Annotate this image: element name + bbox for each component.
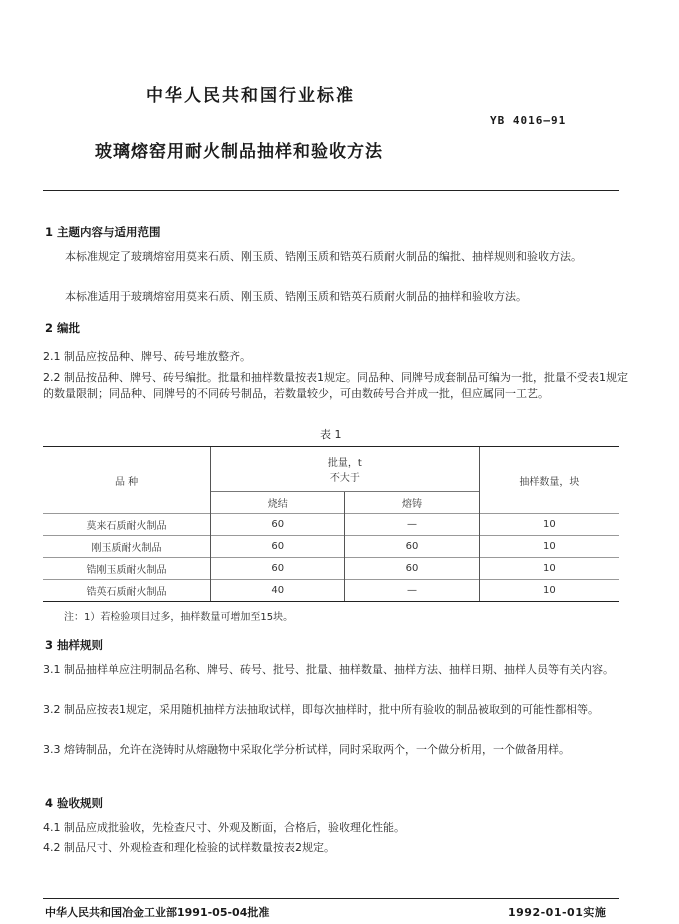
document-title: 玻璃熔窑用耐火制品抽样和验收方法 — [95, 142, 383, 162]
section-1-paragraph-2-text: 本标准适用于玻璃熔窑用莫来石质、刚玉质、锆刚玉质和锆英石质耐火制品的抽样和验收方法。 — [65, 290, 527, 303]
section-4-heading: 4 验收规则 — [45, 796, 104, 810]
header-batch-unit: 批量，t — [327, 458, 362, 469]
header-sample-count: 抽样数量，块 — [479, 447, 619, 514]
clause-3-1-text: 3.1 制品抽样单应注明制品名称、牌号、砖号、批号、批量、抽样数量、抽样方法、抽样日期、抽样人员等有关内容。 — [43, 663, 614, 676]
standard-category-title: 中华人民共和国行业标准 — [146, 86, 355, 106]
header-fused: 熔铸 — [345, 492, 479, 514]
section-1-paragraph-1-text: 本标准规定了玻璃熔窑用莫来石质、刚玉质、锆刚玉质和锆英石质耐火制品的编批、抽样规则和验收方法。 — [65, 250, 582, 263]
cell-sintered: 60 — [211, 558, 345, 580]
table-1-note: 注：1）若检验项目过多，抽样数量可增加至15块。 — [64, 612, 294, 623]
cell-variety: 锆刚玉质耐火制品 — [43, 558, 211, 580]
cell-sample: 10 — [479, 536, 619, 558]
standard-code: YB 4016—91 — [490, 114, 567, 127]
clause-2-2-text: 2.2 制品按品种、牌号、砖号编批。批量和抽样数量按表1规定。同品种、同牌号成套制品可编为一批，批量不受表1规定的数量限制；同品种、同牌号的不同砖号制品，若数量较少，可由数砖号合并成一批，但应属同一工艺。 — [43, 371, 628, 400]
cell-fused: — — [345, 514, 479, 536]
section-1-paragraph-1 — [43, 249, 633, 265]
clause-3-3 — [43, 742, 633, 758]
section-2-heading: 2 编批 — [45, 321, 81, 335]
cell-fused: — — [345, 580, 479, 602]
header-sintered: 烧结 — [211, 492, 345, 514]
clause-4-2-text: 4.2 制品尺寸、外观检查和理化检验的试样数量按表2规定。 — [43, 841, 335, 854]
table-row — [43, 580, 619, 602]
cell-fused: 60 — [345, 558, 479, 580]
clause-3-2 — [43, 702, 633, 718]
clause-2-1-text: 2.1 制品应按品种、牌号、砖号堆放整齐。 — [43, 350, 251, 363]
clause-4-2 — [43, 840, 633, 856]
approval-statement: 中华人民共和国冶金工业部1991-05-04批准 — [45, 906, 270, 919]
clause-3-3-text: 3.3 熔铸制品，允许在浇铸时从熔融物中采取化学分析试样，同时采取两个，一个做分析用，一个做备用样。 — [43, 743, 570, 756]
cell-sample: 10 — [479, 514, 619, 536]
table-1-caption: 表 1 — [320, 428, 342, 441]
table-row — [43, 558, 619, 580]
header-variety: 品 种 — [43, 447, 211, 514]
clause-4-1-text: 4.1 制品应成批验收，先检查尺寸、外观及断面，合格后，验收理化性能。 — [43, 821, 405, 834]
header-batch — [211, 447, 480, 492]
table-row — [43, 514, 619, 536]
cell-sintered: 60 — [211, 514, 345, 536]
cell-variety: 锆英石质耐火制品 — [43, 580, 211, 602]
cell-sample: 10 — [479, 558, 619, 580]
implementation-date: 1992-01-01实施 — [508, 906, 607, 919]
cell-sintered: 40 — [211, 580, 345, 602]
clause-3-1 — [43, 662, 633, 678]
clause-2-2 — [43, 370, 633, 402]
table-row — [43, 536, 619, 558]
header-batch-limit: 不大于 — [329, 473, 360, 484]
cell-variety: 莫来石质耐火制品 — [43, 514, 211, 536]
section-1-heading: 1 主题内容与适用范围 — [45, 225, 161, 239]
section-3-heading: 3 抽样规则 — [45, 638, 104, 652]
title-divider — [43, 190, 619, 191]
footer-divider — [43, 898, 619, 899]
clause-3-2-text: 3.2 制品应按表1规定，采用随机抽样方法抽取试样，即每次抽样时，批中所有验收的制品被取到的可能性都相等。 — [43, 703, 599, 716]
clause-2-1 — [43, 349, 633, 365]
section-1-paragraph-2 — [43, 289, 633, 305]
clause-4-1 — [43, 820, 633, 836]
cell-variety: 刚玉质耐火制品 — [43, 536, 211, 558]
cell-sintered: 60 — [211, 536, 345, 558]
cell-sample: 10 — [479, 580, 619, 602]
cell-fused: 60 — [345, 536, 479, 558]
table-1 — [43, 446, 619, 602]
